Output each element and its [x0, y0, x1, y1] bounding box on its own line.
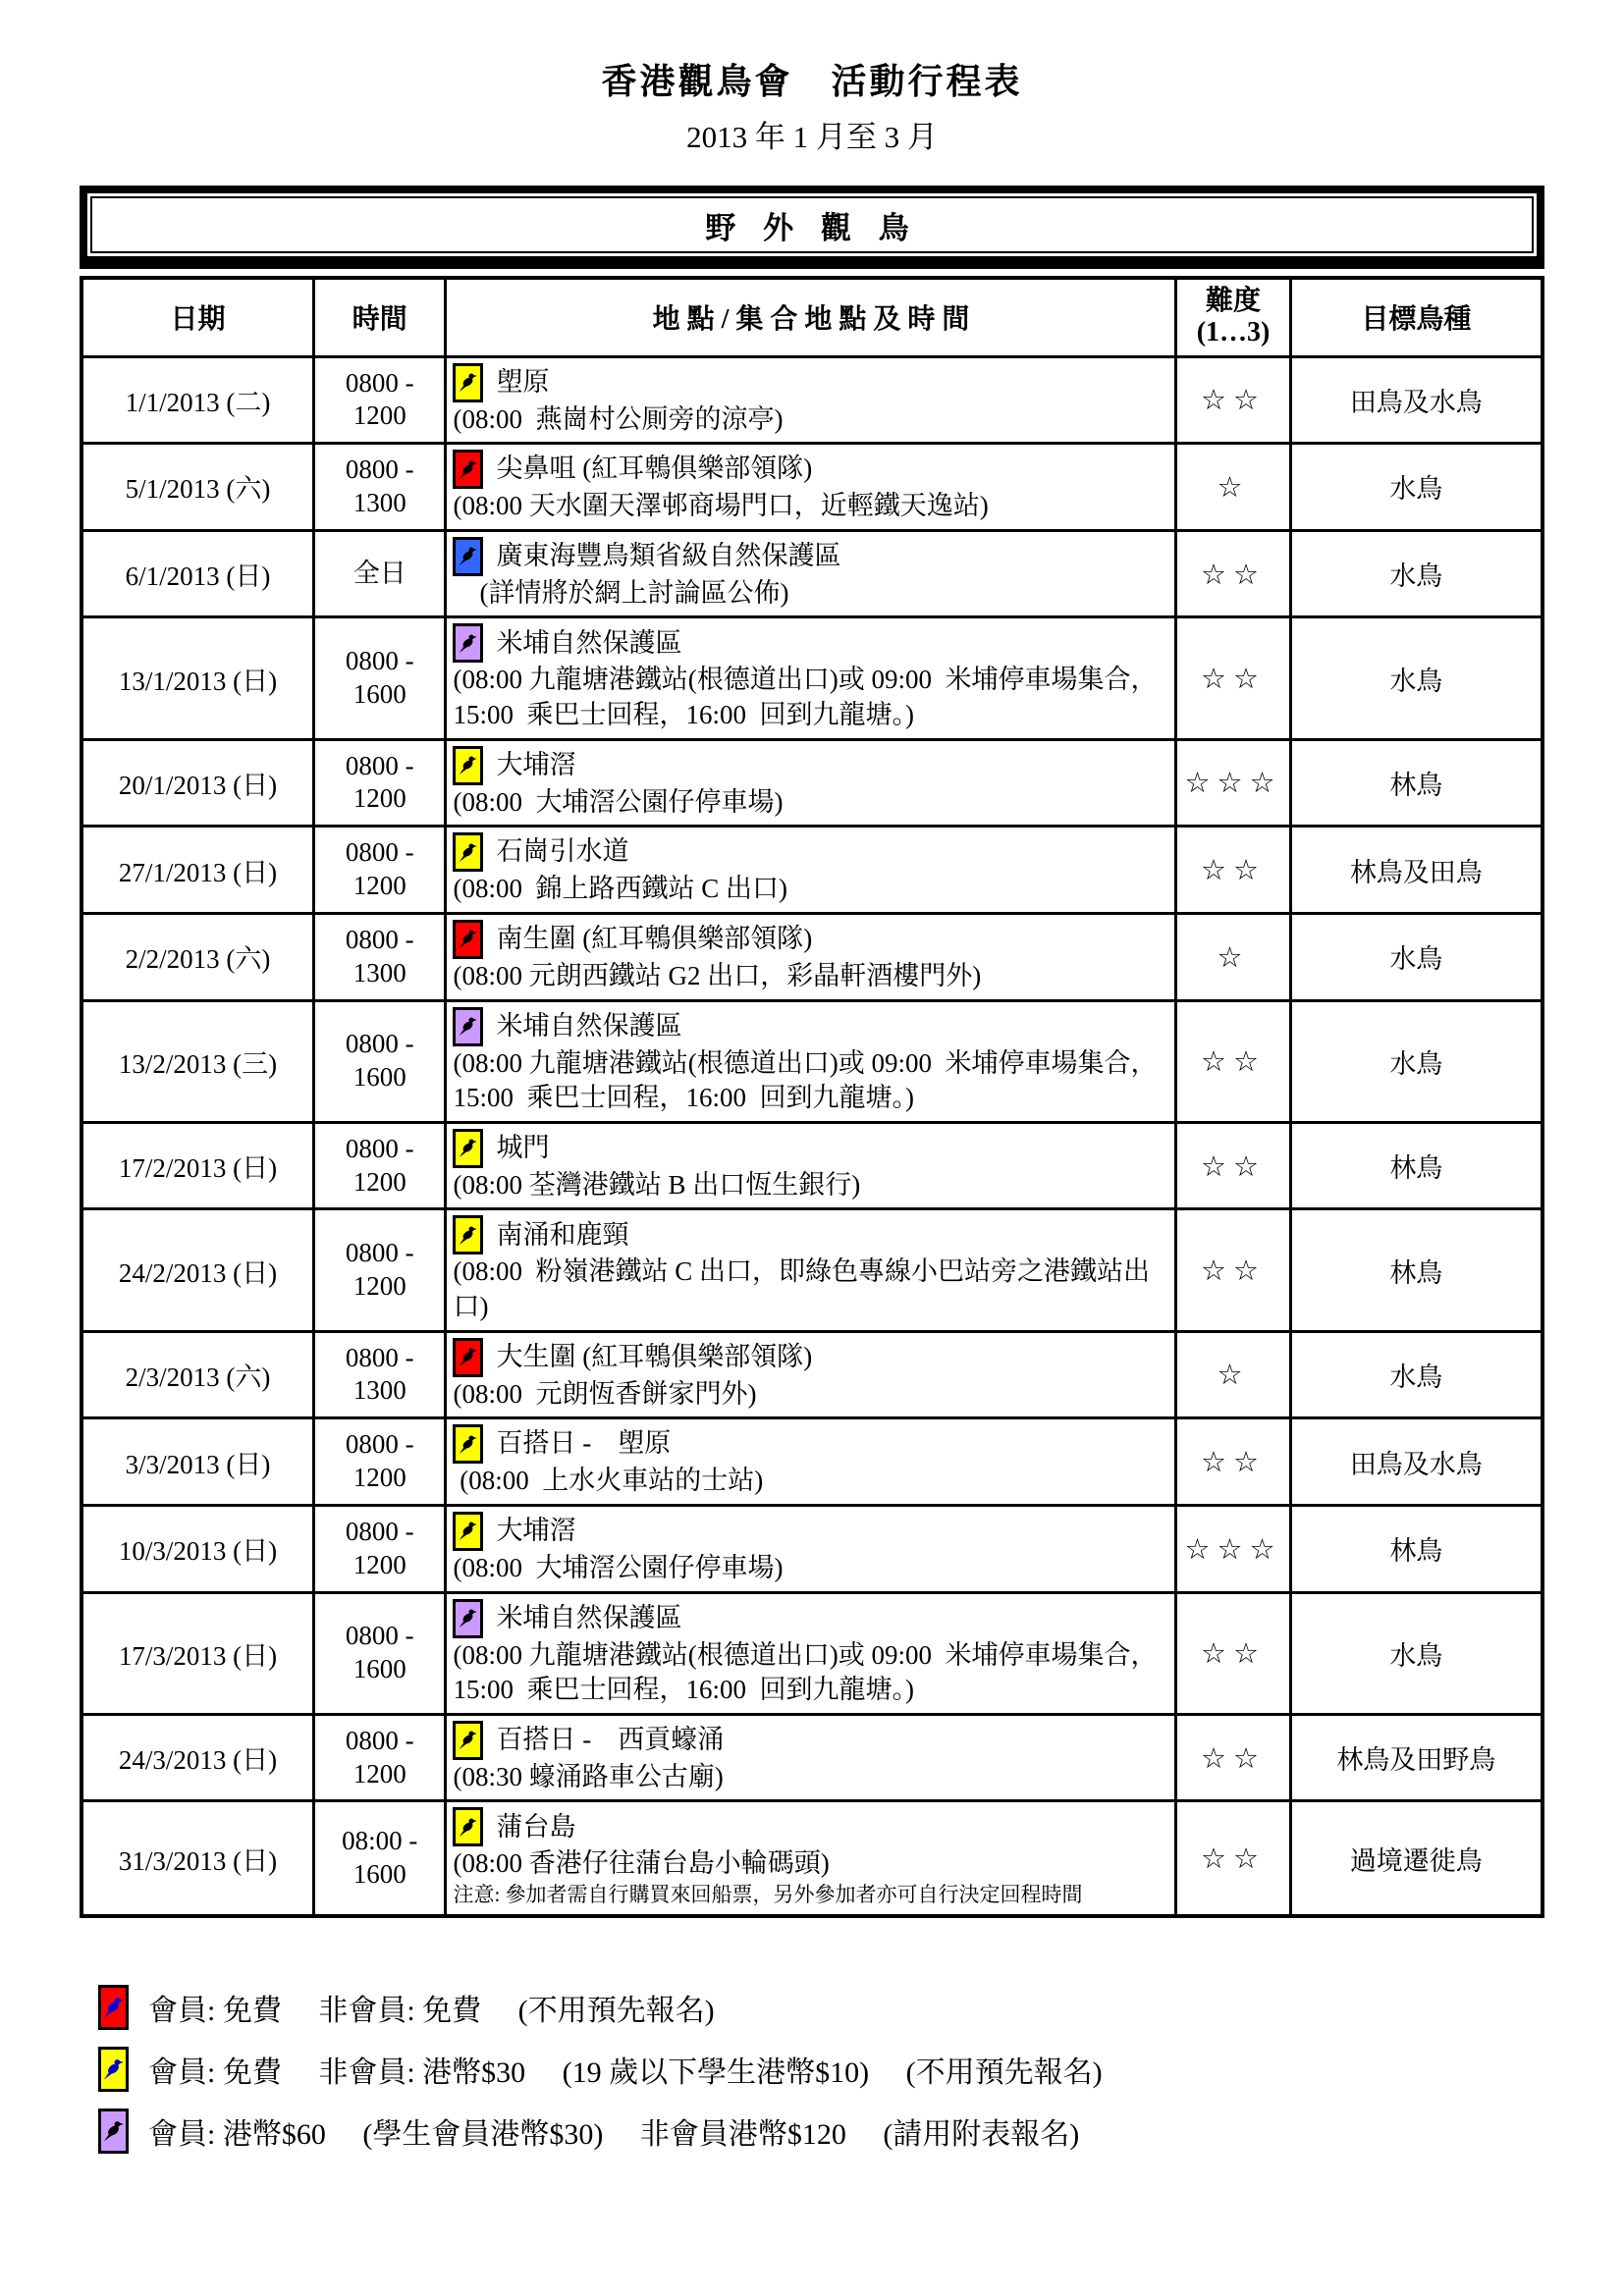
location-title: 大生圍 (紅耳鵯俱樂部領隊): [496, 1341, 813, 1371]
difficulty-header-line2: (1…3): [1196, 317, 1271, 348]
location-detail: (詳情將於網上討論區公佈): [453, 577, 789, 608]
date-cell: 3/3/2013 (日): [81, 1418, 313, 1506]
location-cell: [446, 1592, 1176, 1714]
legend-text: 會員: 免費 非會員: 免費 (不用預先報名): [148, 1994, 715, 2027]
fee-legend: [98, 1985, 1624, 2154]
col-header-target: 目標鳥種: [1290, 278, 1543, 356]
location-detail: (08:00 九龍塘港鐵站(根德道出口)或 09:00 米埔停車場集合，15:00 乘巴士回程，16:00 回到九龍塘。): [453, 1047, 1158, 1113]
location-cell: [446, 1714, 1176, 1801]
time-cell: 0800 - 1200: [313, 1209, 446, 1331]
legend-text: 會員: 免費 非會員: 港幣$30 (19 歲以下學生港幣$10) (不用預先報名): [148, 2056, 1103, 2089]
location-cell: [446, 1418, 1176, 1506]
target-cell: 水鳥: [1290, 444, 1543, 531]
legend-text: 會員: 港幣$60 (學生會員港幣$30) 非會員港幣$120 (請用附表報名): [148, 2117, 1080, 2151]
location-detail: (08:00 九龍塘港鐵站(根德道出口)或 09:00 米埔停車場集合，15:00 乘巴士回程，16:00 回到九龍塘。): [453, 1639, 1158, 1705]
table-row: [81, 739, 1543, 827]
target-cell: 水鳥: [1290, 1000, 1543, 1122]
col-header-time: 時間: [313, 278, 446, 356]
difficulty-cell: ☆☆: [1176, 1209, 1290, 1331]
bird-icon: [453, 537, 483, 576]
difficulty-cell: ☆: [1176, 1331, 1290, 1418]
date-cell: 2/2/2013 (六): [81, 913, 313, 1000]
bird-icon: [453, 363, 483, 402]
difficulty-cell: ☆☆: [1176, 827, 1290, 914]
time-cell: 0800 - 1300: [313, 444, 446, 531]
difficulty-header-line1: 難度: [1206, 286, 1262, 317]
table-row: [81, 1592, 1543, 1714]
difficulty-cell: ☆☆: [1176, 1714, 1290, 1801]
location-cell: [446, 356, 1176, 444]
table-row: [81, 1209, 1543, 1331]
difficulty-cell: ☆☆: [1176, 1000, 1290, 1122]
page-subtitle: 2013 年 1 月至 3 月: [686, 120, 938, 154]
target-cell: 水鳥: [1290, 913, 1543, 1000]
location-title: 大埔滘: [496, 1516, 576, 1546]
table-row: [81, 1714, 1543, 1801]
bird-icon: [453, 1512, 483, 1551]
table-row: [81, 617, 1543, 739]
table-row: [81, 1000, 1543, 1122]
location-cell: [446, 827, 1176, 914]
bird-icon: [98, 2109, 129, 2154]
target-cell: 林鳥: [1290, 1209, 1543, 1331]
time-cell: 0800 - 1200: [313, 739, 446, 827]
location-detail: (08:00 天水圍天澤邨商場門口，近輕鐵天逸站): [453, 491, 989, 521]
difficulty-cell: ☆☆: [1176, 1418, 1290, 1506]
location-title: 百搭日 - 西貢蠔涌: [496, 1724, 725, 1754]
table-row: [81, 1418, 1543, 1506]
time-cell: 0800 - 1600: [313, 617, 446, 739]
location-detail: (08:00 錦上路西鐵站 C 出口): [453, 874, 787, 904]
difficulty-cell: ☆☆: [1176, 356, 1290, 444]
date-cell: 24/2/2013 (日): [81, 1209, 313, 1331]
bird-icon: [453, 1721, 483, 1760]
time-cell: 0800 - 1600: [313, 1000, 446, 1122]
location-detail: (08:00 九龍塘港鐵站(根德道出口)或 09:00 米埔停車場集合，15:00 乘巴士回程，16:00 回到九龍塘。): [453, 665, 1158, 729]
location-detail: (08:00 燕崗村公厠旁的涼亭): [453, 403, 784, 434]
target-cell: 林鳥: [1290, 1122, 1543, 1209]
location-cell: [446, 1122, 1176, 1209]
target-cell: 田鳥及水鳥: [1290, 356, 1543, 444]
target-cell: 水鳥: [1290, 530, 1543, 617]
date-cell: 10/3/2013 (日): [81, 1505, 313, 1592]
difficulty-cell: ☆: [1176, 913, 1290, 1000]
location-title: 米埔自然保護區: [496, 627, 682, 658]
time-cell: 0800 - 1200: [313, 1714, 446, 1801]
difficulty-cell: ☆☆☆: [1176, 1505, 1290, 1592]
location-detail: (08:00 大埔滘公園仔停車場): [453, 786, 784, 817]
table-row: [81, 1801, 1543, 1916]
location-title: 百搭日 - 塱原: [496, 1428, 672, 1459]
location-detail: (08:00 荃灣港鐵站 B 出口恆生銀行): [453, 1169, 861, 1200]
location-title: 南涌和鹿頸: [496, 1219, 629, 1250]
difficulty-cell: ☆: [1176, 444, 1290, 531]
legend-item: [98, 1985, 1624, 2030]
bird-icon: [453, 623, 483, 663]
table-row: [81, 1505, 1543, 1592]
bird-icon: [453, 1807, 483, 1846]
time-cell: 0800 - 1200: [313, 356, 446, 444]
activity-table: [80, 186, 1544, 1918]
location-title: 尖鼻咀 (紅耳鵯俱樂部領隊): [496, 454, 813, 484]
bird-icon: [98, 2047, 129, 2092]
date-cell: 13/1/2013 (日): [81, 617, 313, 739]
target-cell: 過境遷徙鳥: [1290, 1801, 1543, 1916]
date-cell: 13/2/2013 (三): [81, 1000, 313, 1122]
schedule-table: [80, 276, 1544, 1918]
target-cell: 水鳥: [1290, 1331, 1543, 1418]
date-cell: 6/1/2013 (日): [81, 530, 313, 617]
header-row: [81, 278, 1543, 356]
time-cell: 08:00 - 1600: [313, 1801, 446, 1916]
difficulty-cell: ☆☆: [1176, 530, 1290, 617]
bird-icon: [98, 1985, 129, 2030]
date-cell: 27/1/2013 (日): [81, 827, 313, 914]
location-title: 南生圍 (紅耳鵯俱樂部領隊): [496, 924, 813, 954]
time-cell: 全日: [313, 530, 446, 617]
location-note: 注意: 參加者需自行購買來回船票，另外參加者亦可自行決定回程時間: [453, 1883, 1083, 1906]
time-cell: 0800 - 1600: [313, 1592, 446, 1714]
table-row: [81, 1331, 1543, 1418]
location-cell: [446, 444, 1176, 531]
page-title: 香港觀鳥會 活動行程表: [601, 62, 1023, 101]
location-title: 蒲台島: [496, 1811, 576, 1842]
target-cell: 林鳥及田野鳥: [1290, 1714, 1543, 1801]
table-row: [81, 1122, 1543, 1209]
time-cell: 0800 - 1200: [313, 827, 446, 914]
location-cell: [446, 739, 1176, 827]
bird-icon: [453, 1599, 483, 1638]
date-cell: 20/1/2013 (日): [81, 739, 313, 827]
location-detail: (08:00 元朗恆香餅家門外): [453, 1378, 757, 1409]
location-cell: [446, 1505, 1176, 1592]
location-cell: [446, 1209, 1176, 1331]
bird-icon: [453, 450, 483, 489]
bird-icon: [453, 832, 483, 872]
legend-item: [98, 2109, 1624, 2154]
date-cell: 2/3/2013 (六): [81, 1331, 313, 1418]
date-cell: 31/3/2013 (日): [81, 1801, 313, 1916]
time-cell: 0800 - 1300: [313, 913, 446, 1000]
time-cell: 0800 - 1200: [313, 1122, 446, 1209]
target-cell: 林鳥: [1290, 739, 1543, 827]
location-detail: (08:00 上水火車站的士站): [453, 1466, 764, 1496]
time-cell: 0800 - 1300: [313, 1331, 446, 1418]
location-title: 大埔滘: [496, 749, 576, 779]
bird-icon: [453, 1215, 483, 1255]
col-header-location: 地 點 / 集 合 地 點 及 時 間: [446, 278, 1176, 356]
table-row: [81, 913, 1543, 1000]
table-row: [81, 530, 1543, 617]
location-cell: [446, 913, 1176, 1000]
time-cell: 0800 - 1200: [313, 1418, 446, 1506]
col-header-date: 日期: [81, 278, 313, 356]
bird-icon: [453, 1338, 483, 1377]
bird-icon: [453, 1129, 483, 1168]
target-cell: 林鳥: [1290, 1505, 1543, 1592]
location-cell: [446, 530, 1176, 617]
date-cell: 24/3/2013 (日): [81, 1714, 313, 1801]
location-title: 廣東海豐鳥類省級自然保護區: [496, 540, 841, 570]
table-row: [81, 356, 1543, 444]
difficulty-cell: ☆☆: [1176, 1592, 1290, 1714]
target-cell: 田鳥及水鳥: [1290, 1418, 1543, 1506]
bird-icon: [453, 1007, 483, 1046]
location-cell: [446, 617, 1176, 739]
bird-icon: [453, 1424, 483, 1464]
location-cell: [446, 1000, 1176, 1122]
location-title: 城門: [496, 1132, 550, 1162]
date-cell: 17/2/2013 (日): [81, 1122, 313, 1209]
location-cell: [446, 1331, 1176, 1418]
location-title: 米埔自然保護區: [496, 1602, 682, 1632]
difficulty-cell: ☆☆: [1176, 1801, 1290, 1916]
date-cell: 17/3/2013 (日): [81, 1592, 313, 1714]
location-detail: (08:00 香港仔往蒲台島小輪碼頭): [453, 1848, 830, 1879]
target-cell: 水鳥: [1290, 1592, 1543, 1714]
location-detail: (08:00 元朗西鐵站 G2 出口，彩晶軒酒樓門外): [453, 960, 982, 990]
location-title: 石崗引水道: [496, 836, 629, 867]
title-block: [0, 0, 1624, 156]
location-detail: (08:00 粉嶺港鐵站 C 出口，即綠色專線小巴站旁之港鐵站出口): [453, 1256, 1150, 1321]
bird-icon: [453, 746, 483, 785]
difficulty-cell: ☆☆☆: [1176, 739, 1290, 827]
table-banner-title: 野 外 觀 鳥: [90, 196, 1534, 253]
col-header-difficulty: [1176, 278, 1290, 356]
target-cell: 水鳥: [1290, 617, 1543, 739]
table-row: [81, 827, 1543, 914]
location-cell: [446, 1801, 1176, 1916]
location-title: 塱原: [496, 366, 550, 397]
target-cell: 林鳥及田鳥: [1290, 827, 1543, 914]
location-title: 米埔自然保護區: [496, 1010, 682, 1041]
table-banner: [80, 186, 1544, 269]
location-detail: (08:30 蠔涌路車公古廟): [453, 1761, 724, 1791]
date-cell: 5/1/2013 (六): [81, 444, 313, 531]
difficulty-cell: ☆☆: [1176, 617, 1290, 739]
date-cell: 1/1/2013 (二): [81, 356, 313, 444]
table-row: [81, 444, 1543, 531]
location-detail: (08:00 大埔滘公園仔停車場): [453, 1552, 784, 1582]
legend-item: [98, 2047, 1624, 2092]
difficulty-cell: ☆☆: [1176, 1122, 1290, 1209]
bird-icon: [453, 920, 483, 959]
time-cell: 0800 - 1200: [313, 1505, 446, 1592]
